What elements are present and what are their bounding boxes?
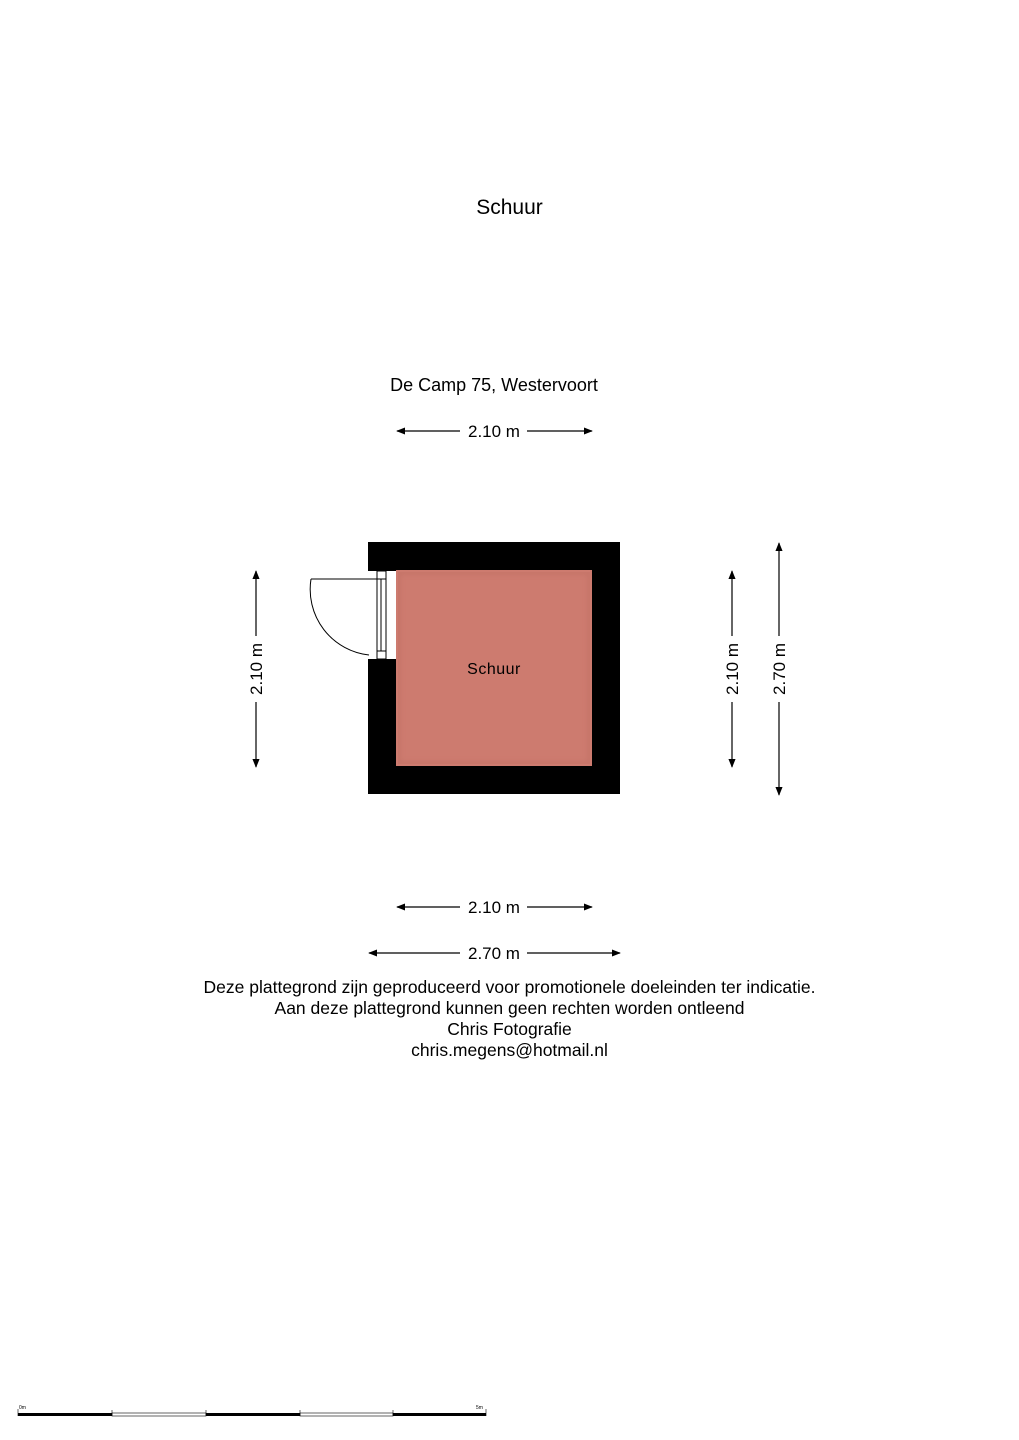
dimension-top-label: 2.10 m [468,422,520,441]
door-opening [368,571,396,659]
dimension-bottom-inner-label: 2.10 m [468,898,520,917]
contact-email: chris.megens@hotmail.nl [411,1040,608,1060]
door-swing [310,579,377,655]
address-label: De Camp 75, Westervoort [390,375,598,395]
page-title: Schuur [476,196,543,219]
disclaimer [0,977,1019,1061]
scale-bar-end-label: 5m [476,1405,483,1411]
dimension-left-label: 2.10 m [247,643,266,695]
disclaimer-line-1: Deze plattegrond zijn geproduceerd voor promotionele doeleinden ter indicatie. [203,977,816,997]
room-label: Schuur [467,661,521,678]
dimension-right-inner-label: 2.10 m [723,643,742,695]
scale-bar [18,1409,486,1416]
dimension-right-outer-label: 2.70 m [770,643,789,695]
company-name: Chris Fotografie [447,1019,572,1039]
scale-bar-start-label: 0m [19,1405,26,1411]
dimension-bottom-outer-label: 2.70 m [468,944,520,963]
disclaimer-line-2: Aan deze plattegrond kunnen geen rechten worden ontleend [274,998,745,1018]
